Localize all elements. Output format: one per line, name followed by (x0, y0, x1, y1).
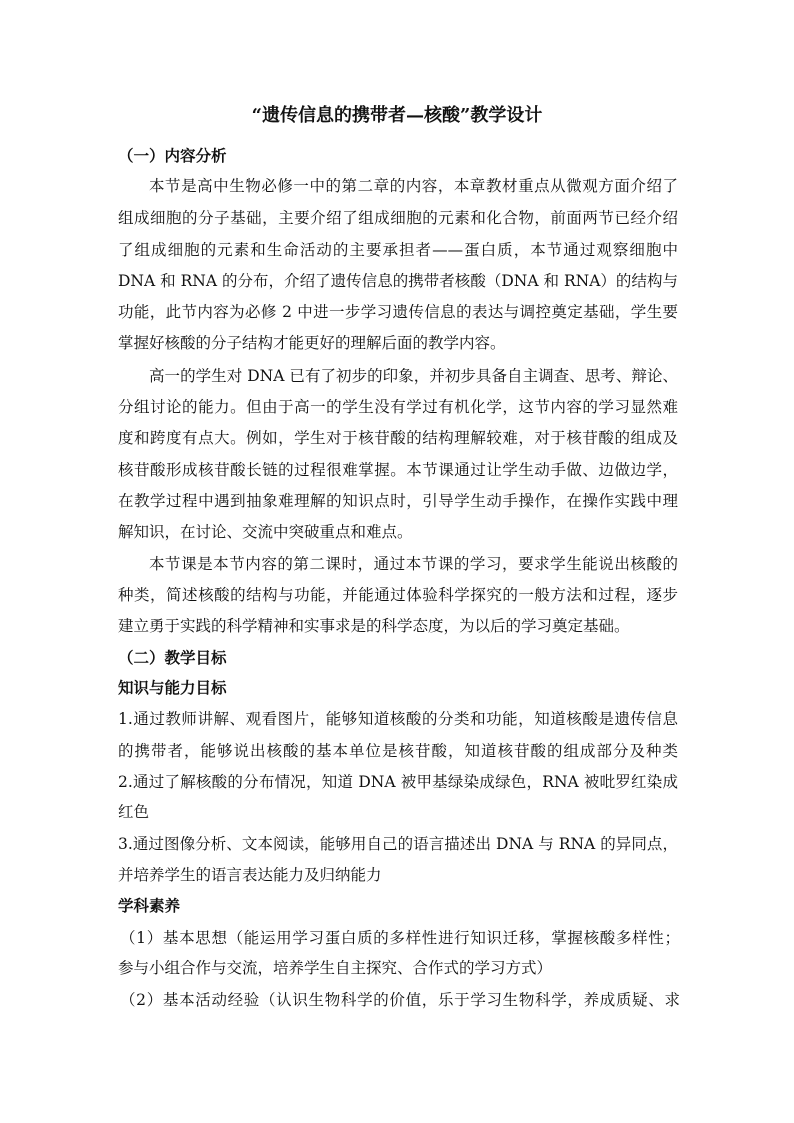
paragraph-line: 了组成细胞的元素和生命活动的主要承担者——蛋白质，本节通过观察细胞中 (118, 241, 678, 259)
subheading-knowledge-ability: 知识与能力目标 (118, 678, 227, 697)
paragraph-line: 种类，简述核酸的结构与功能，并能通过体验科学探究的一般方法和过程，逐步 (118, 586, 678, 604)
paragraph-line: DNA 和 RNA 的分布，介绍了遗传信息的携带者核酸（DNA 和 RNA）的结构与 (118, 272, 678, 290)
paragraph-line: 本节课是本节内容的第二课时，通过本节课的学习，要求学生能说出核酸的 (149, 555, 678, 573)
literacy-line: （2）基本活动经验（认识生物科学的价值，乐于学习生物科学，养成质疑、求 (120, 991, 680, 1009)
paragraph-line: 核苷酸形成核苷酸长链的过程很难掌握。本节课通过让学生动手做、边做边学， (118, 461, 678, 479)
section-heading-teaching-goals: （二）教学目标 (118, 648, 227, 667)
paragraph-line: 分组讨论的能力。但由于高一的学生没有学过有机化学，这节内容的学习显然难 (118, 398, 678, 416)
subheading-subject-literacy: 学科素养 (118, 896, 181, 915)
goal-line: 红色 (118, 803, 150, 821)
goal-line: 3.通过图像分析、文本阅读，能够用自己的语言描述出 DNA 与 RNA 的异同点， (118, 835, 678, 853)
paragraph-line: 功能，此节内容为必修 2 中进一步学习遗传信息的表达与调控奠定基础，学生要 (118, 303, 678, 321)
paragraph-line: 解知识，在讨论、交流中突破重点和难点。 (118, 523, 413, 541)
paragraph-line: 本节是高中生物必修一中的第二章的内容，本章教材重点从微观方面介绍了 (149, 177, 678, 195)
goal-line: 1.通过教师讲解、观看图片，能够知道核酸的分类和功能，知道核酸是遗传信息 (118, 710, 678, 728)
paragraph-line: 掌握好核酸的分子结构才能更好的理解后面的教学内容。 (118, 334, 506, 352)
goal-line: 的携带者，能够说出核酸的基本单位是核苷酸，知道核苷酸的组成部分及种类 (118, 742, 678, 760)
paragraph-line: 组成细胞的分子基础，主要介绍了组成细胞的元素和化合物，前面两节已经介绍 (118, 209, 678, 227)
paragraph-line: 度和跨度有点大。例如，学生对于核苷酸的结构理解较难，对于核苷酸的组成及 (118, 429, 678, 447)
paragraph-line: 高一的学生对 DNA 已有了初步的印象，并初步具备自主调查、思考、辩论、 (149, 367, 678, 385)
paragraph-line: 在教学过程中遇到抽象难理解的知识点时，引导学生动手操作，在操作实践中理 (118, 492, 678, 510)
document-title: “遗传信息的携带者—核酸”教学设计 (251, 105, 543, 126)
goal-line: 并培养学生的语言表达能力及归纳能力 (118, 866, 382, 884)
literacy-line: 参与小组合作与交流，培养学生自主探究、合作式的学习方式） (118, 959, 553, 977)
goal-line: 2.通过了解核酸的分布情况，知道 DNA 被甲基绿染成绿色，RNA 被吡罗红染成 (118, 773, 678, 791)
paragraph-line: 建立勇于实践的科学精神和实事求是的科学态度，为以后的学习奠定基础。 (118, 617, 630, 635)
literacy-line: （1）基本思想（能运用学习蛋白质的多样性进行知识迁移，掌握核酸多样性； (120, 929, 680, 947)
section-heading-content-analysis: （一）内容分析 (118, 146, 227, 165)
